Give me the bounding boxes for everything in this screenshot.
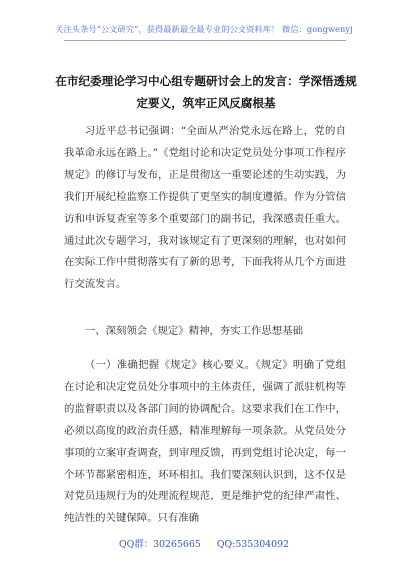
header-promo-note: 关注头条号“公文研究”，获得最新最全最专业的公文资料库！ 微信：gongwenyj [55,24,353,34]
footer-qq-number: QQ:535304092 [216,539,290,550]
body-paragraph: 习近平总书记强调：“全面从严治党永远在路上，党的自我革命永远在路上。”《党组讨论和决定党员处分事项工作程序规定》的修订与发布，正是贯彻这一重要论述的生动实践，为我们开展纪检监察工作提供了更坚实的制度遵循。作为分管信访和申诉复查室等多个重要部门的副书记，我深感责任重大。通过此次专题学习，我对该规定有了更深刻的理解，也对如何在实际工作中贯彻落实有了新的思考，下面我将从几个方面进行交流发言。 [64,125,346,291]
header-divider [64,40,346,41]
document-title: 在市纪委理论学习中心组专题研讨会上的发言：学深悟透规定要义，筑牢正风反腐根基 [55,74,357,110]
intro-section [64,121,346,296]
footer-contact [0,536,408,550]
section-body [64,355,346,530]
section-heading: 一、深刻领会《规定》精神，夯实工作思想基础 [84,325,303,337]
body-paragraph: （一）准确把握《规定》核心要义。《规定》明确了党组在讨论和决定党员处分事项中的主体责任，强调了派驻机构等的监督职责以及各部门间的协调配合。这要求我们在工作中，必须以高度的政治责任感，精准理解每一项条款。从党员处分事项的立案审查调查，到审理反馈，再到党组讨论决定，每一个环节都紧密相连，环环相扣。我们要深刻认识到，这不仅是对党员违规行为的处理流程规范，更是维护党的纪律严肃性、纯洁性的关键保障。只有准确 [64,359,346,525]
footer-qq-group: QQ群：30265665 [118,539,201,550]
